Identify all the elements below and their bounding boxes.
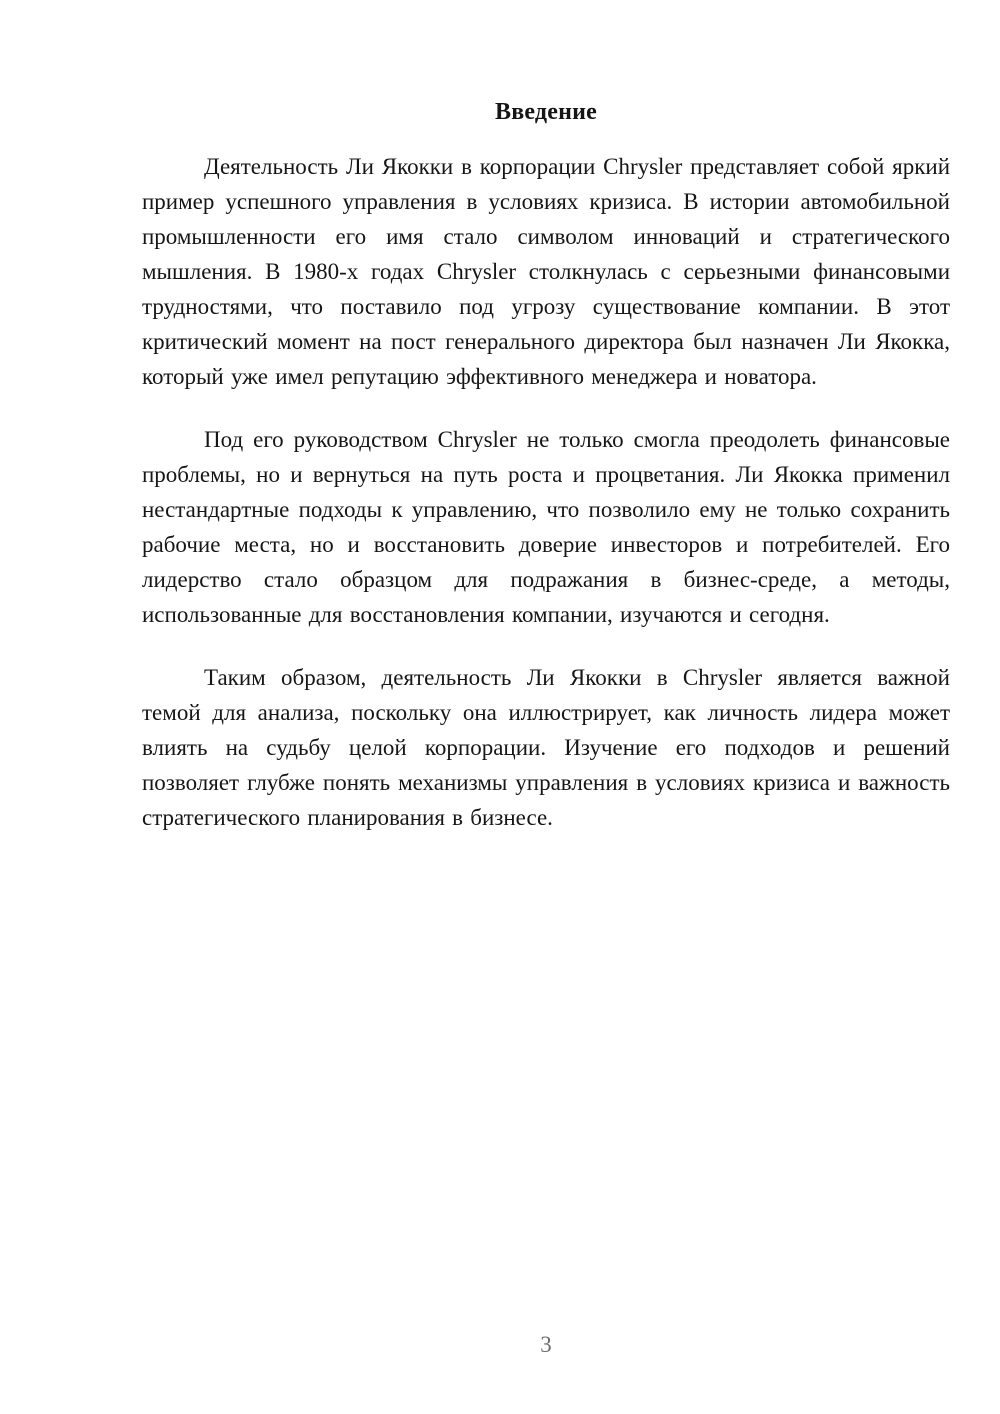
page-number: 3 xyxy=(540,1332,552,1357)
paragraph-intro-3: Таким образом, деятельность Ли Якокки в Chrysler является важной темой для анализа, поскольку она иллюстрирует, как личность лидера может влиять на судьбу целой корпорации. Изучение его подходов и решений позволяет глубже понять механизмы управления в условиях кризиса и важность стратегического планирования в бизнесе. xyxy=(142,665,950,830)
paragraph-intro-2: Под его руководством Chrysler не только смогла преодолеть финансовые проблемы, но и вернуться на путь роста и процветания. Ли Якокка применил нестандартные подходы к управлению, что позволило ему не только сохранить рабочие места, но и восстановить доверие инвесторов и потребителей. Его лидерство стало образцом для подражания в бизнес-среде, а методы, использованные для восстановления компании, изучаются и сегодня. xyxy=(142,427,950,627)
page-content xyxy=(142,97,950,835)
paragraph-intro-1: Деятельность Ли Якокки в корпорации Chrysler представляет собой яркий пример успешного управления в условиях кризиса. В истории автомобильной промышленности его имя стало символом инноваций и стратегического мышления. В 1980-х годах Chrysler столкнулась с серьезными финансовыми трудностями, что поставило под угрозу существование компании. В этот критический момент на пост генерального директора был назначен Ли Якокка, который уже имел репутацию эффективного менеджера и новатора. xyxy=(142,154,950,389)
section-title: Введение xyxy=(494,99,597,125)
